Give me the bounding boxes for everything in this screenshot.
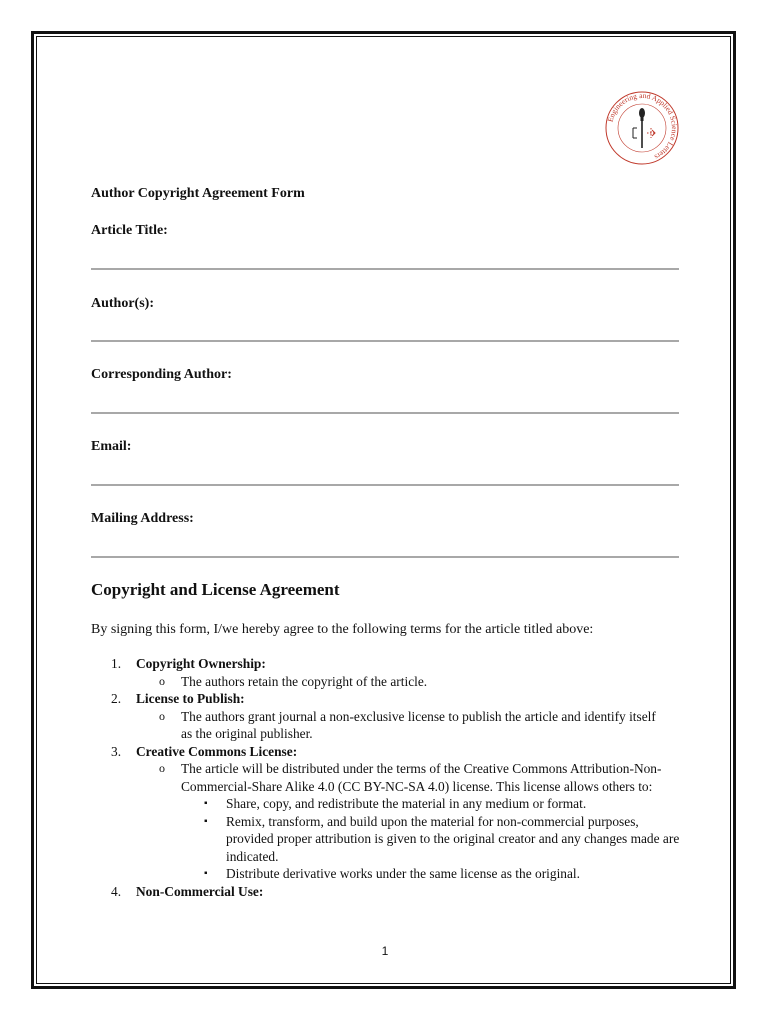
term-text: The authors retain the copyright of the article.	[181, 673, 428, 689]
circle-bullet-icon: o	[159, 673, 165, 688]
terms-list	[91, 655, 691, 900]
term-number: 4.	[111, 883, 122, 899]
term-title: Creative Commons License:	[136, 743, 298, 759]
field-label-article-title: Article Title:	[91, 223, 168, 238]
subitem-text: Share, copy, and redistribute the material in any medium or format.	[226, 796, 587, 811]
square-bullet-icon: ▪	[204, 815, 208, 827]
term-title: Copyright Ownership:	[136, 656, 266, 671]
field-line-authors[interactable]	[91, 340, 679, 342]
field-label-email: Email:	[91, 439, 132, 454]
form-title: Author Copyright Agreement Form	[91, 186, 305, 201]
term-number: 3.	[111, 743, 122, 759]
field-label-mailing-address: Mailing Address:	[91, 511, 194, 526]
square-bullet-icon: ▪	[204, 868, 208, 879]
page-number: 1	[381, 944, 389, 958]
field-line-email[interactable]	[91, 484, 679, 486]
square-bullet-icon: ▪	[204, 798, 208, 809]
term-1-item	[136, 673, 691, 691]
journal-logo	[604, 90, 680, 166]
field-line-mailing-address[interactable]	[91, 556, 679, 558]
term-2-item	[136, 708, 666, 743]
field-line-article-title[interactable]	[91, 268, 679, 270]
field-label-corresponding-author: Corresponding Author:	[91, 367, 232, 382]
term-3-item	[136, 760, 681, 795]
term-4	[91, 883, 691, 901]
term-number: 1.	[111, 656, 122, 671]
circle-bullet-icon: o	[159, 761, 165, 775]
subitem-text: Remix, transform, and build upon the material for non-commercial purposes, provided proper attribution is given to the original creator and any changes made are indicated.	[226, 813, 680, 864]
section-intro: By signing this form, I/we hereby agree to the following terms for the article titled above:	[91, 622, 594, 637]
term-2	[91, 690, 691, 708]
subitem-text: Distribute derivative works under the same license as the original.	[226, 866, 581, 881]
term-3-subitem-3	[181, 865, 681, 883]
section-title: Copyright and License Agreement	[91, 580, 340, 599]
term-text: The authors grant journal a non-exclusive license to publish the article and identify itself as the original publisher.	[181, 708, 656, 741]
term-3-subitem-2	[181, 813, 681, 866]
field-label-authors: Author(s):	[91, 296, 154, 311]
term-1	[91, 655, 691, 673]
term-title: License to Publish:	[136, 691, 245, 706]
field-line-corresponding-author[interactable]	[91, 412, 679, 414]
term-number: 2.	[111, 691, 122, 706]
term-3-subitem-1	[181, 795, 681, 813]
term-title: Non-Commercial Use:	[136, 883, 264, 899]
term-3	[91, 743, 691, 761]
circle-bullet-icon: o	[159, 708, 165, 723]
term-text: The article will be distributed under the terms of the Creative Commons Attribution-Non-Commercial-Share Alike 4.0 (CC BY-NC-SA 4.0) license. This license allows others to:	[181, 761, 662, 794]
logo-ring-text: Engineering and Applied Science Letters	[605, 90, 680, 162]
